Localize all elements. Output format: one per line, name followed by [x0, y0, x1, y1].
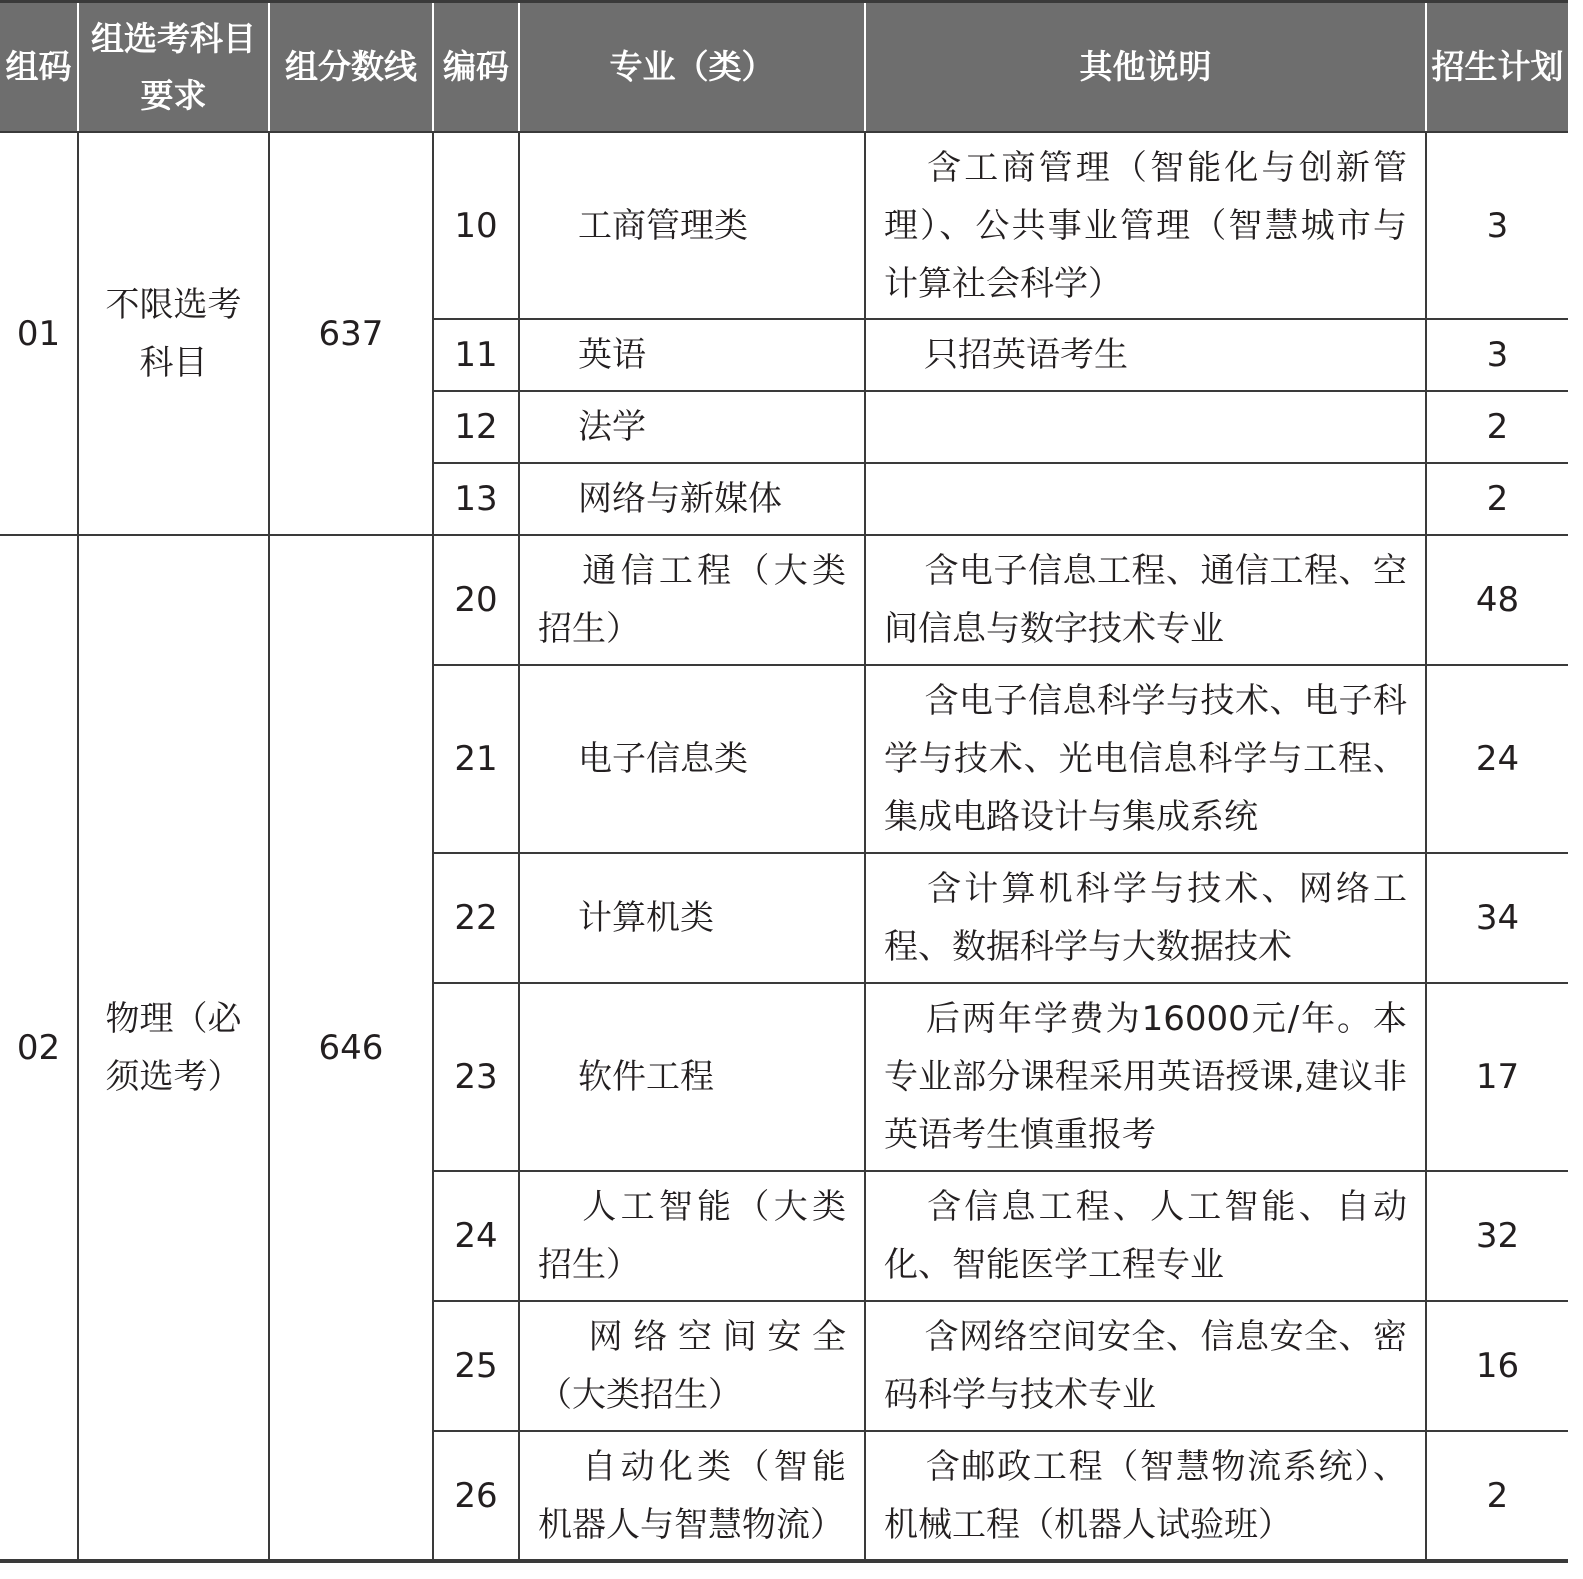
notes-cell — [865, 983, 1426, 1171]
notes-cell — [865, 853, 1426, 983]
major-text: 软件工程 — [578, 1057, 714, 1097]
header-subject-requirement: 组选考科目要求 — [78, 1, 269, 132]
code-cell: 23 — [433, 983, 519, 1171]
notes-cell — [865, 391, 1426, 463]
table-top-rule — [0, 0, 1568, 3]
major-text: 网络与新媒体 — [578, 479, 782, 519]
subject-requirement-cell: 物理（必须选考） — [78, 535, 269, 1561]
code-cell: 25 — [433, 1301, 519, 1431]
notes-text: 含网络空间安全、信息安全、密码科学与技术专业 — [884, 1317, 1407, 1415]
subject-requirement-cell: 不限选考科目 — [78, 132, 269, 535]
major-text: 电子信息类 — [578, 739, 748, 779]
code-cell: 13 — [433, 463, 519, 535]
table-body — [0, 132, 1568, 1561]
notes-cell — [865, 1301, 1426, 1431]
code-cell: 26 — [433, 1431, 519, 1561]
major-cell — [519, 132, 865, 319]
header-group-code: 组码 — [0, 1, 78, 132]
major-cell — [519, 1301, 865, 1431]
major-cell — [519, 983, 865, 1171]
plan-cell: 17 — [1426, 983, 1568, 1171]
notes-text: 后两年学费为16000元/年。本专业部分课程采用英语授课,建议非英语考生慎重报考 — [884, 999, 1407, 1155]
notes-text: 含邮政工程（智慧物流系统）、机械工程（机器人试验班） — [884, 1447, 1407, 1545]
major-cell — [519, 391, 865, 463]
plan-cell: 2 — [1426, 391, 1568, 463]
notes-text: 含电子信息科学与技术、电子科学与技术、光电信息科学与工程、集成电路设计与集成系统 — [884, 681, 1407, 837]
code-cell: 10 — [433, 132, 519, 319]
code-cell: 22 — [433, 853, 519, 983]
major-text: 计算机类 — [578, 898, 714, 938]
major-text: 英语 — [578, 335, 646, 375]
plan-cell: 2 — [1426, 1431, 1568, 1561]
plan-cell: 24 — [1426, 665, 1568, 853]
major-cell — [519, 535, 865, 665]
plan-cell: 2 — [1426, 463, 1568, 535]
major-text: 网络空间安全（大类招生） — [538, 1317, 846, 1415]
notes-text: 含计算机科学与技术、网络工程、数据科学与大数据技术 — [884, 869, 1407, 967]
major-text: 通信工程（大类招生） — [538, 551, 846, 649]
major-cell — [519, 1171, 865, 1301]
major-text: 自动化类（智能机器人与智慧物流） — [538, 1447, 846, 1545]
code-cell: 11 — [433, 319, 519, 391]
code-cell: 21 — [433, 665, 519, 853]
plan-cell: 48 — [1426, 535, 1568, 665]
notes-cell — [865, 132, 1426, 319]
major-cell — [519, 1431, 865, 1561]
notes-text: 含工商管理（智能化与创新管理）、公共事业管理（智慧城市与计算社会科学） — [884, 147, 1407, 304]
notes-text: 含信息工程、人工智能、自动化、智能医学工程专业 — [884, 1187, 1407, 1285]
major-text: 法学 — [578, 407, 646, 447]
plan-cell: 16 — [1426, 1301, 1568, 1431]
plan-cell: 3 — [1426, 132, 1568, 319]
major-cell — [519, 665, 865, 853]
group-score-cell: 646 — [269, 535, 433, 1561]
table-bottom-rule — [0, 1559, 1568, 1563]
notes-cell — [865, 665, 1426, 853]
header-plan: 招生计划 — [1426, 1, 1568, 132]
code-cell: 24 — [433, 1171, 519, 1301]
notes-text: 只招英语考生 — [924, 335, 1128, 375]
major-text: 工商管理类 — [578, 205, 748, 246]
major-cell — [519, 463, 865, 535]
group-code-cell: 02 — [0, 535, 78, 1561]
notes-cell — [865, 1171, 1426, 1301]
notes-cell — [865, 463, 1426, 535]
major-text: 人工智能（大类招生） — [538, 1187, 846, 1285]
header-row — [0, 1, 1568, 132]
group-code-cell: 01 — [0, 132, 78, 535]
notes-cell — [865, 535, 1426, 665]
notes-cell — [865, 319, 1426, 391]
group-score-cell: 637 — [269, 132, 433, 535]
major-cell — [519, 319, 865, 391]
header-code: 编码 — [433, 1, 519, 132]
header-notes: 其他说明 — [865, 1, 1426, 132]
plan-cell: 34 — [1426, 853, 1568, 983]
plan-cell: 32 — [1426, 1171, 1568, 1301]
code-cell: 20 — [433, 535, 519, 665]
code-cell: 12 — [433, 391, 519, 463]
notes-cell — [865, 1431, 1426, 1561]
table-header — [0, 1, 1568, 132]
table-row — [0, 535, 1568, 665]
major-cell — [519, 853, 865, 983]
notes-text: 含电子信息工程、通信工程、空间信息与数字技术专业 — [884, 551, 1407, 649]
plan-cell: 3 — [1426, 319, 1568, 391]
table-row — [0, 132, 1568, 319]
header-major: 专业（类） — [519, 1, 865, 132]
header-group-score: 组分数线 — [269, 1, 433, 132]
